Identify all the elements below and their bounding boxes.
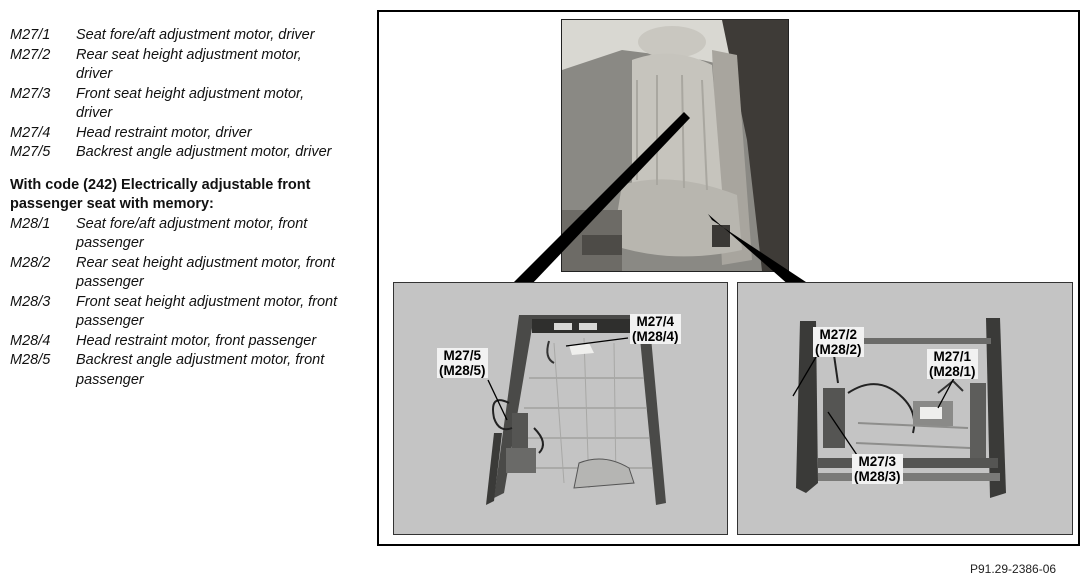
legend-code: M28/1 <box>10 215 51 232</box>
legend-code: M27/1 <box>10 27 51 43</box>
callout-passenger-code: (M28/1) <box>929 364 976 379</box>
leader-m27-3 <box>828 412 859 458</box>
callout-m27-5 <box>437 348 488 378</box>
callout-passenger-code: (M28/3) <box>854 469 901 484</box>
figure-id: P91.29-2386-06 <box>970 562 1057 576</box>
legend-desc: Seat fore/aft adjustment motor, front passenger <box>76 215 308 251</box>
callout-m27-2 <box>813 327 864 357</box>
callout-passenger-code: (M28/2) <box>815 342 862 357</box>
callout-driver-code: M27/4 <box>636 314 675 329</box>
legend-code: M27/2 <box>10 46 51 63</box>
leader-m27-1 <box>938 378 954 408</box>
callout-m27-4 <box>630 314 681 344</box>
legend-code: M28/4 <box>10 332 51 349</box>
legend-desc: Front seat height adjustment motor, driver <box>76 85 305 121</box>
legend-code: M28/5 <box>10 352 51 368</box>
callout-driver-code: M27/2 <box>819 327 858 342</box>
callout-driver-code: M27/5 <box>443 348 482 363</box>
legend-code: M28/2 <box>10 254 51 271</box>
legend-desc: Backrest angle adjustment motor, front passenger <box>76 352 325 388</box>
legend-desc: Front seat height adjustment motor, front passenger <box>76 293 338 329</box>
callout-passenger-code: (M28/4) <box>632 329 679 344</box>
callout-driver-code: M27/1 <box>933 349 972 364</box>
leader-m27-2 <box>793 352 819 396</box>
leader-m27-5 <box>488 380 507 420</box>
callout-m27-3 <box>852 454 903 484</box>
legend-code: M28/3 <box>10 293 51 310</box>
legend-desc: Rear seat height adjustment motor, front passenger <box>76 254 335 290</box>
legend-desc: Backrest angle adjustment motor, driver <box>76 144 332 160</box>
passenger-heading: With code (242) Electrically adjustable front passenger seat with memory: <box>10 176 311 212</box>
legend-code: M27/5 <box>10 144 51 160</box>
legend-desc: Seat fore/aft adjustment motor, driver <box>76 27 315 43</box>
legend-desc: Head restraint motor, driver <box>76 124 252 141</box>
callout-m27-1 <box>927 349 978 379</box>
legend-desc: Head restraint motor, front passenger <box>76 332 317 349</box>
legend-code: M27/4 <box>10 124 51 141</box>
leader-m27-4 <box>566 338 628 346</box>
callout-passenger-code: (M28/5) <box>439 363 486 378</box>
callout-driver-code: M27/3 <box>858 454 897 469</box>
legend-code: M27/3 <box>10 85 51 102</box>
legend-desc: Rear seat height adjustment motor, driver <box>76 46 302 82</box>
